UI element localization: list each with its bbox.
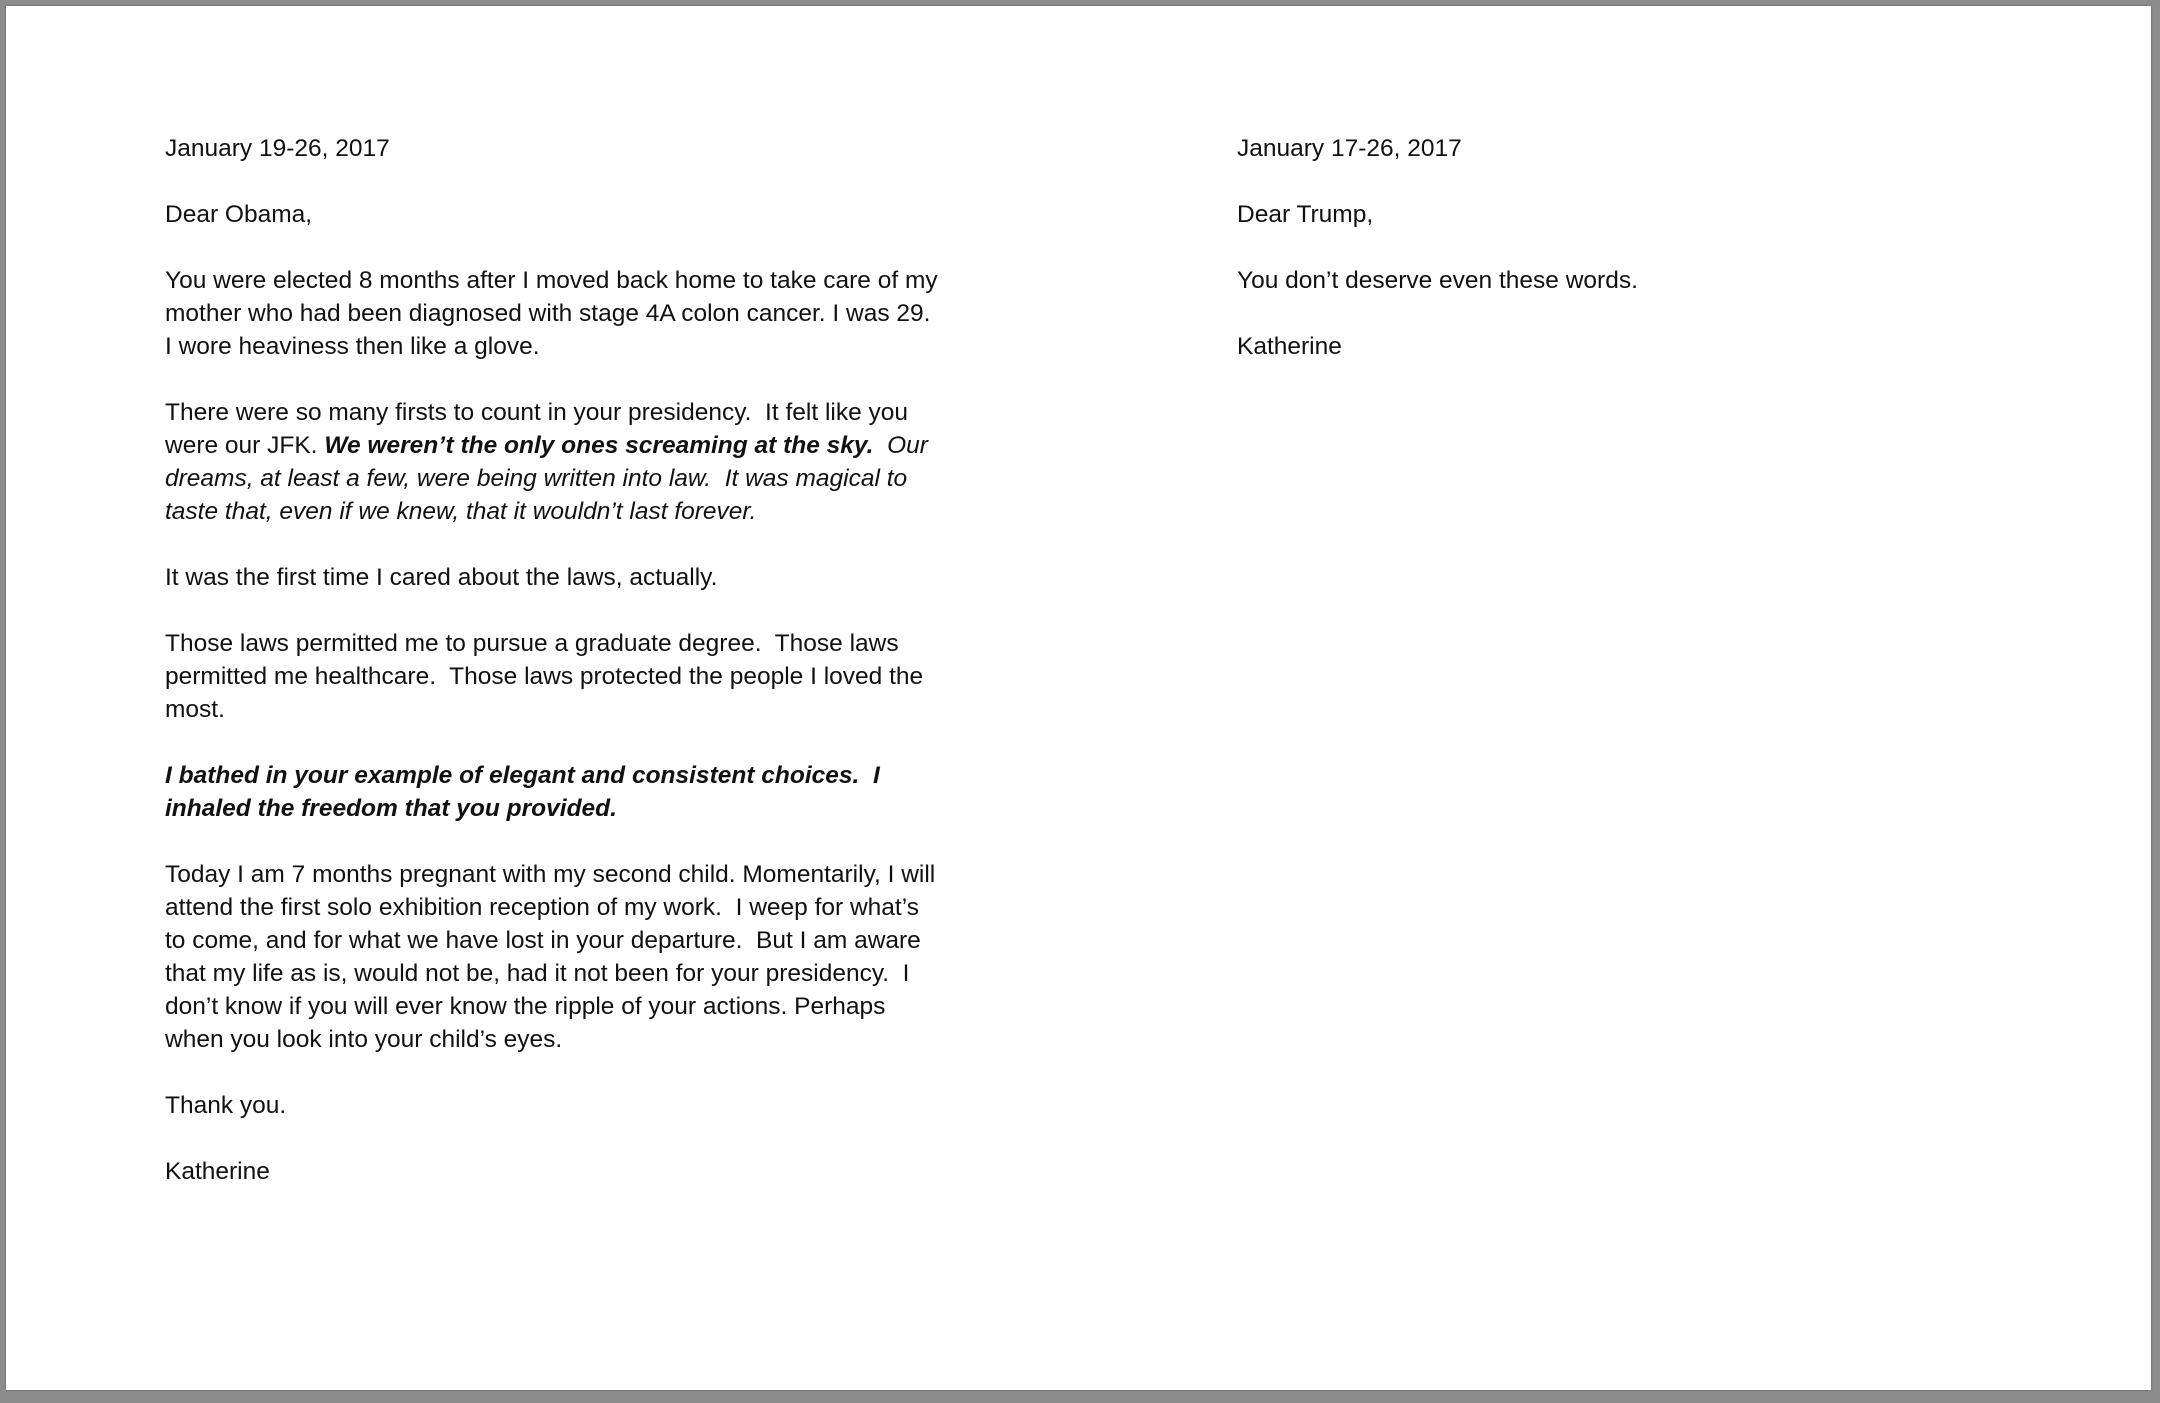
letter-to-obama [165, 132, 945, 1221]
letter-to-trump [1237, 132, 1997, 396]
paragraph-2-text: There were so many firsts to count in your presidency. It felt like you were our JFK. [165, 399, 915, 459]
paragraph-2-emphasis: We weren’t the only ones screaming at the sky. [324, 432, 874, 459]
letter-date: January 19-26, 2017 [165, 135, 390, 162]
letter-paragraph-3: It was the first time I cared about the laws, actually. [165, 564, 718, 591]
letter-date: January 17-26, 2017 [1237, 135, 1462, 162]
letter-signature: Katherine [1237, 333, 1342, 360]
paragraph-2-italic: Our dreams, at least a few, were being written into law. It was magical to taste that, even if we knew, that it wouldn’t last forever. [165, 432, 935, 525]
letter-closing: Thank you. [165, 1092, 287, 1119]
letter-signature: Katherine [165, 1158, 270, 1185]
letter-salutation: Dear Obama, [165, 201, 313, 228]
letter-body: You don’t deserve even these words. [1237, 267, 1638, 294]
document-page [6, 6, 2151, 1390]
letter-paragraph-5: I bathed in your example of elegant and consistent choices. I inhaled the freedom that you provided. [165, 762, 887, 822]
letter-paragraph-1: You were elected 8 months after I moved back home to take care of my mother who had been diagnosed with stage 4A colon cancer. I was 29. I wore heaviness then like a glove. [165, 267, 945, 360]
letter-paragraph-4: Those laws permitted me to pursue a graduate degree. Those laws permitted me healthcare. Those laws protected the people I loved the most. [165, 630, 930, 723]
letter-salutation: Dear Trump, [1237, 201, 1374, 228]
letter-paragraph-6: Today I am 7 months pregnant with my second child. Momentarily, I will attend the first solo exhibition reception of my work. I weep for what’s to come, and for what we have lost in your departure. But I am aware that my life as is, would not be, had it not been for your presidency. I don’t know if you will ever know the ripple of your actions. Perhaps when you look into your child’s eyes. [165, 861, 943, 1053]
letter-paragraph-2 [165, 396, 945, 528]
